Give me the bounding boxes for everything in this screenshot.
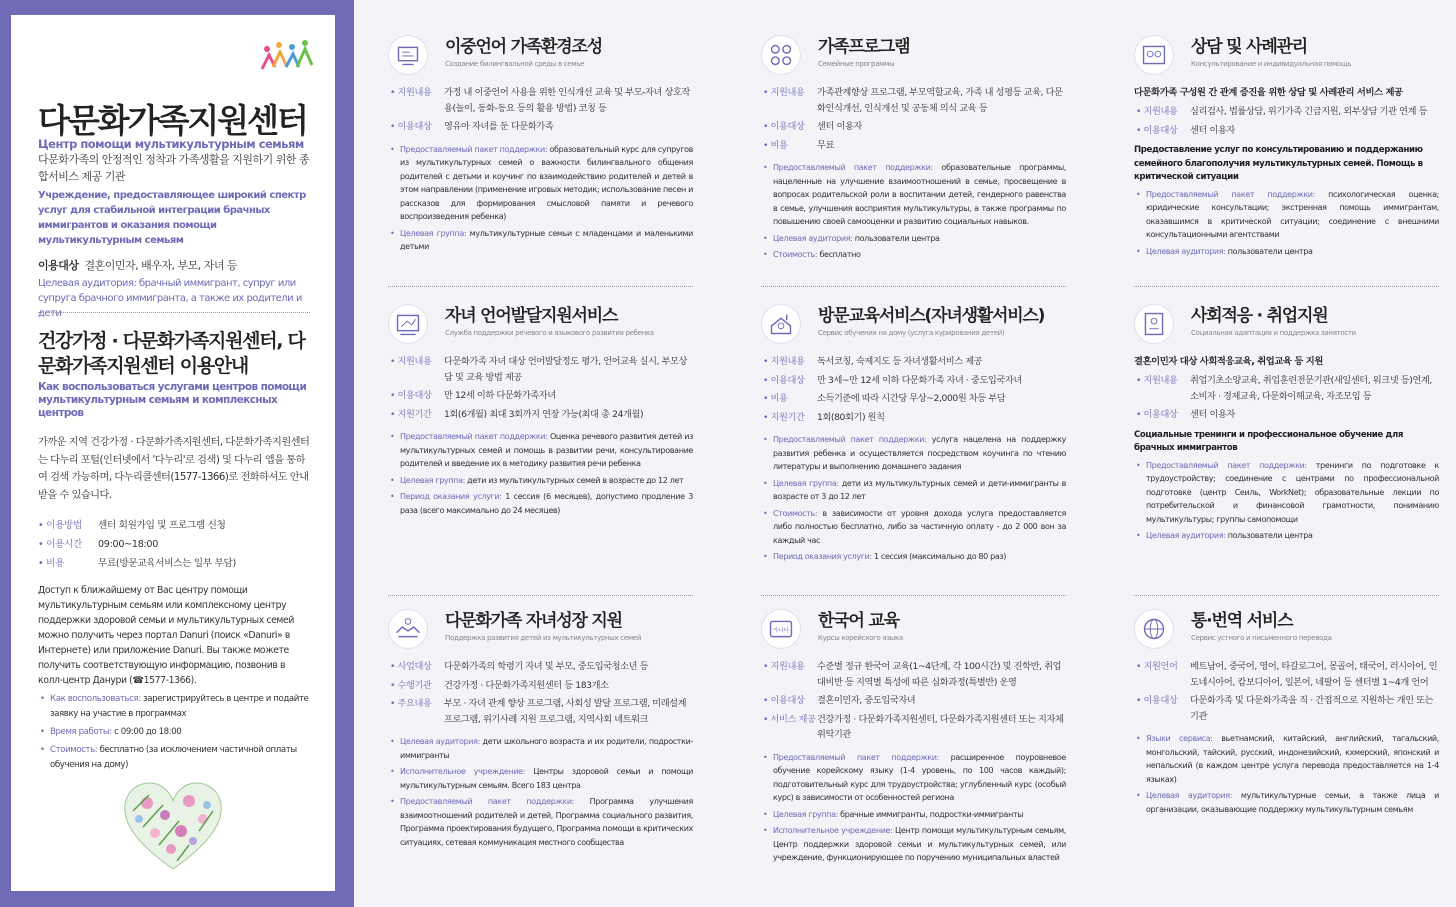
service-card bbox=[761, 304, 1066, 567]
card-row: • 비용 무료 bbox=[761, 138, 1066, 154]
card-row: • 지원내용 심리검사, 법률상담, 위기가족 긴급지원, 외부상담 기관 연계 등 bbox=[1134, 104, 1439, 120]
card-ru-item: • Целевая группа: мультикультурные семьи с младенцами и маленькими детьми bbox=[388, 227, 693, 254]
counseling-icon bbox=[1134, 35, 1174, 75]
growth-support-icon bbox=[388, 609, 428, 649]
card-row: • 지원내용 취업기초소양교육, 취업훈련전문기관(새일센터, 워크넷 등)연계, 소비자 · 경제교육, 다문화이해교육, 자조모임 등 bbox=[1134, 373, 1439, 404]
section-divider bbox=[1134, 286, 1439, 287]
card-row: • 지원내용 수준별 정규 한국어 교육(1~4단계, 각 100시간) 및 진학반, 취업대비반 등 지역별 특성에 따른 심화과정(특별반) 운영 bbox=[761, 659, 1066, 690]
card-ru-item: • Предоставляемый пакет поддержки: тренинги по подготовке к трудоустройству; соединение с центрами по профессиональной подготовке (центр Сеиль, WorkNet); образовательные лекции по потребительской и финансовой грамотности, пониманию мультикультуры; группы самопомощи bbox=[1134, 459, 1439, 527]
section-divider bbox=[761, 595, 1066, 596]
language-dev-icon bbox=[388, 304, 428, 344]
service-card bbox=[761, 35, 1066, 265]
divider bbox=[38, 312, 310, 313]
service-card bbox=[1134, 609, 1439, 819]
card-row: • 이용대상 센터 이용자 bbox=[1134, 407, 1439, 423]
card-subtitle: Курсы корейского языка bbox=[818, 634, 903, 642]
card-lead-ru: Социальные тренинги и профессиональное обучение для брачных иммигрантов bbox=[1134, 429, 1403, 453]
card-lead-ru: Предоставление услуг по консультированию и поддержанию семейного благополучия мультикультурных семей. Помощь в критической ситуации bbox=[1134, 145, 1423, 182]
card-ru-item: • Исполнительное учреждение: Центр помощи мультикультурным семьям, Центр поддержки здоровой семьи и мультикультурных семей, или учреждение, функционирующее по поручению муниципальных властей bbox=[761, 824, 1066, 865]
page-title: 다문화가족지원센터 bbox=[38, 101, 307, 140]
card-ru-item: • Целевая группа: дети из мультикультурных семей в возрасте до 12 лет bbox=[388, 474, 693, 488]
card-row: • 지원언어 베트남어, 중국어, 영어, 타갈로그어, 몽골어, 태국어, 러시아어, 인도네시아어, 캄보디아어, 일본어, 네팔어 등 센터별 1~4개 언어 bbox=[1134, 659, 1439, 690]
card-subtitle: Сервис устного и письменного перевода bbox=[1191, 634, 1332, 642]
family-icon bbox=[761, 35, 801, 75]
card-ru-item: • Целевая аудитория: пользователи центра bbox=[1134, 529, 1439, 543]
card-row: • 수행기관 건강가정 · 다문화가족지원센터 등 183개소 bbox=[388, 678, 693, 694]
card-subtitle: Семейные программы bbox=[818, 60, 895, 68]
korean-class-icon bbox=[761, 609, 801, 649]
usage-ru-item: • Как воспользоваться: зарегистрируйтесь в центре и подайте заявку на участие в программах bbox=[38, 692, 310, 722]
card-ru-item: • Предоставляемый пакет поддержки: образовательный курс для супругов из мультикультурных семей о важности билингвального общения родителей с детьми и коучинг по взаимодействию родителей и детей в этом направлении (применение игровых методик; использование песен и рассказов для формирования смысловой памяти и речевого воспроизведения ребенка) bbox=[388, 143, 693, 224]
target-ru-label: Целевая аудитория bbox=[38, 278, 134, 289]
card-row: • 이용대상 센터 이용자 bbox=[1134, 123, 1439, 139]
service-card bbox=[388, 609, 693, 852]
page-title-ru: Центр помощи мультикультурным семьям bbox=[38, 137, 304, 151]
target-label: 이용대상 bbox=[38, 259, 79, 272]
usage-heading-ru: Как воспользоваться услугами центров помощи мультикультурным семьям и комплексных центров bbox=[38, 381, 307, 419]
card-ru-item: • Предоставляемый пакет поддержки: Оценка речевого развития детей из мультикультурных семей и помощь в развитии речи, консультирование родителей и введение их в методику развития речи ребенка bbox=[388, 430, 693, 471]
card-ru-item: • Предоставляемый пакет поддержки: образовательные программы, нацеленные на улучшение взаимоотношений в семье, просвещение в вопросах родительской роли в воспитании детей, гендерного равенства в семье, улучшения восприятия мультикультуры, а также программы по повышению своей самооценки и развитию социальных навыков. bbox=[761, 161, 1066, 229]
card-row: • 서비스 제공 건강가정 · 다문화가족지원센터, 다문화가족지원센터 또는 지자체 위탁기관 bbox=[761, 712, 1066, 743]
card-subtitle: Сервис обучения на дому (услуга курирования детей) bbox=[818, 329, 1005, 337]
card-subtitle: Поддержка развития детей из мультикультурных семей bbox=[445, 634, 642, 642]
card-title: 통·번역 서비스 bbox=[1191, 611, 1293, 631]
card-row: • 이용대상 센터 이용자 bbox=[761, 119, 1066, 135]
card-lead: 다문화가족 구성원 간 관계 증진을 위한 상담 및 사례관리 서비스 제공 bbox=[1134, 87, 1403, 98]
card-title: 이중언어 가족환경조성 bbox=[445, 37, 602, 57]
card-row: • 지원기간 1회(6개월) 최대 3회까지 연장 가능(최대 총 24개월) bbox=[388, 407, 693, 423]
usage-row: • 이용방법 센터 회원가입 및 프로그램 신청 bbox=[38, 516, 310, 535]
card-row: • 주요내용 부모 · 자녀 관계 향상 프로그램, 사회성 발달 프로그램, 미래설계 프로그램, 위기사례 지원 프로그램, 지역사회 네트워크 bbox=[388, 696, 693, 727]
service-card bbox=[1134, 35, 1439, 261]
card-ru-item: • Предоставляемый пакет поддержки: расширенное поуровневое обучение корейскому языку (1-4 уровень, по 100 часов каждый); подготовительный курс для трудоустройства; углубленный курс (особый курс) в зависимости от особенностей региона bbox=[761, 751, 1066, 805]
section-divider bbox=[388, 286, 693, 287]
card-row: • 지원내용 다문화가족 자녀 대상 언어발달정도 평가, 언어교육 실시, 부모상담 및 교육 방법 제공 bbox=[388, 354, 693, 385]
translation-icon bbox=[1134, 609, 1174, 649]
usage-body-ru: Доступ к ближайшему от Вас центру помощи мультикультурным семьям или комплексному центру поддержки здоровой семьи и мультикультурных семей можно получить через портал Danuri (поиск «Danuri» в Интернете) или приложение Danuri. Вы также можете получить соответствующую информацию, позвонив в колл-центр Данури (☎1577-1366). bbox=[38, 585, 294, 686]
intro-ru: Учреждение, предоставляющее широкий спектр услуг для стабильной интеграции брачных иммигрантов и оказания помощи мультикультурным семьям bbox=[38, 190, 306, 246]
target-ru-value: : брачный иммигрант, супруг или супруга брачного иммигранта, а также их родители и дети bbox=[38, 278, 302, 319]
card-ru-item: • Целевая группа: дети из мультикультурных семей и дети-иммигранты в возрасте от 3 до 12 лет bbox=[761, 477, 1066, 504]
card-title: 상담 및 사례관리 bbox=[1191, 37, 1307, 57]
usage-row: • 비용 무료(방문교육서비스는 일부 부담) bbox=[38, 554, 310, 573]
intro-ko: 다문화가족의 안정적인 정착과 가족생활을 지원하기 위한 종합서비스 제공 기관 bbox=[38, 153, 310, 183]
card-ru-item: • Целевая аудитория: мультикультурные семьи, а также лица и организации, оказывающие поддержку мультикультурным семьям bbox=[1134, 789, 1439, 816]
card-ru-item: • Целевая группа: брачные иммигранты, подростки-иммигранты bbox=[761, 808, 1066, 822]
card-row: • 이용대상 만 3세~만 12세 이하 다문화가족 자녀 · 중도입국자녀 bbox=[761, 373, 1066, 389]
card-row: • 지원내용 가족관계향상 프로그램, 부모역할교육, 가족 내 성평등 교육, 다문화인식개선, 인식개선 및 공동체 의식 교육 등 bbox=[761, 85, 1066, 116]
card-row: • 지원내용 독서코칭, 숙제지도 등 자녀생활서비스 제공 bbox=[761, 354, 1066, 370]
card-row: • 이용대상 다문화가족 및 다문화가족을 직 · 간접적으로 지원하는 개인 또는 기관 bbox=[1134, 693, 1439, 724]
card-ru-item: • Период оказания услуги: 1 сессия (6 месяцев), допустимо продление 3 раза (всего максимально до 24 месяцев) bbox=[388, 490, 693, 517]
card-ru-item: • Предоставляемый пакет поддержки: услуга нацелена на поддержку развития ребенка и осуществляется посредством коучинга по чтению литературы и выполнению домашнего задания bbox=[761, 433, 1066, 474]
section-divider bbox=[388, 595, 693, 596]
section-divider bbox=[761, 286, 1066, 287]
card-subtitle: Создание билингвальной среды в семье bbox=[445, 60, 585, 68]
card-row: • 지원기간 1회(80회기) 원칙 bbox=[761, 410, 1066, 426]
card-row: • 이용대상 결혼이민자, 중도입국자녀 bbox=[761, 693, 1066, 709]
service-card bbox=[761, 609, 1066, 868]
card-title: 가족프로그램 bbox=[818, 37, 910, 57]
bilingual-icon bbox=[388, 35, 428, 75]
card-row: • 사업대상 다문화가족의 학령기 자녀 및 부모, 중도입국청소년 등 bbox=[388, 659, 693, 675]
heart-flower-illustration bbox=[119, 775, 227, 873]
usage-ru-item: • Стоимость: бесплатно (за исключением частичной оплаты обучения на дому) bbox=[38, 743, 310, 773]
usage-body-ko: 가까운 지역 건강가정 · 다문화가족지원센터, 다문화가족지원센터는 다누리 포털(인터넷에서 '다누리'로 검색) 및 다누리 앱을 통하여 검색 가능하며, 다누리콜센터(1577-1366)로 전화하셔도 안내받을 수 있습니다. bbox=[38, 437, 310, 501]
usage-heading: 건강가정 · 다문화가족지원센터, 다문화가족지원센터 이용안내 bbox=[38, 330, 305, 377]
service-card bbox=[1134, 304, 1439, 546]
card-subtitle: Консультирование и индивидуальная помощь bbox=[1191, 60, 1352, 68]
card-ru-item: • Период оказания услуги: 1 сессия (максимально до 80 раз) bbox=[761, 550, 1066, 564]
card-title: 방문교육서비스(자녀생활서비스) bbox=[818, 306, 1045, 326]
employment-icon bbox=[1134, 304, 1174, 344]
card-subtitle: Служба поддержки речевого и языкового развития ребенка bbox=[445, 329, 654, 337]
card-title: 한국어 교육 bbox=[818, 611, 899, 631]
card-ru-item: • Стоимость: в зависимости от уровня дохода услуга предоставляется либо полностью бесплатно, либо за частичную оплату - до 2 000 вон за каждый час bbox=[761, 507, 1066, 548]
card-row: • 지원내용 가정 내 이중언어 사용을 위한 인식개선 교육 및 부모-자녀 상호작용(놀이, 동화-동요 등의 활용 방법) 코칭 등 bbox=[388, 85, 693, 116]
section-divider bbox=[1134, 595, 1439, 596]
home-visit-icon bbox=[761, 304, 801, 344]
card-ru-item: • Исполнительное учреждение: Центры здоровой семьи и помощи мультикультурным семьям. Всего 183 центра bbox=[388, 765, 693, 792]
usage-ru-item: • Время работы: с 09:00 до 18:00 bbox=[38, 725, 310, 740]
card-row: • 이용대상 만 12세 이하 다문화가족자녀 bbox=[388, 388, 693, 404]
card-row: • 이용대상 영유아 자녀를 둔 다문화가족 bbox=[388, 119, 693, 135]
card-ru-item: • Предоставляемый пакет поддержки: психологическая оценка; юридические консультации; экстренная помощь иммигрантам, оказавшимся в критической ситуации; соединение с внешними консультационными агентствами bbox=[1134, 188, 1439, 242]
card-subtitle: Социальная адаптация и поддержка занятости bbox=[1191, 329, 1356, 337]
target-value: 결혼이민자, 배우자, 부모, 자녀 등 bbox=[84, 259, 238, 272]
card-title: 자녀 언어발달지원서비스 bbox=[445, 306, 618, 326]
service-card bbox=[388, 304, 693, 520]
card-title: 사회적응 · 취업지원 bbox=[1191, 306, 1328, 326]
card-ru-item: • Стоимость: бесплатно bbox=[761, 248, 1066, 262]
card-lead: 결혼이민자 대상 사회적응교육, 취업교육 등 지원 bbox=[1134, 356, 1323, 367]
card-row: • 비용 소득기준에 따라 시간당 무상~2,000원 차등 부담 bbox=[761, 391, 1066, 407]
service-card bbox=[388, 35, 693, 257]
card-ru-item: • Целевая аудитория: дети школьного возраста и их родители, подростки-иммигранты bbox=[388, 735, 693, 762]
card-title: 다문화가족 자녀성장 지원 bbox=[445, 611, 622, 631]
usage-row: • 이용시간 09:00~18:00 bbox=[38, 535, 310, 554]
card-ru-item: • Целевая аудитория: пользователи центра bbox=[761, 232, 1066, 246]
svg-text:가나다: 가나다 bbox=[772, 627, 790, 634]
card-ru-item: • Языки сервиса: вьетнамский, китайский, английский, тагальский, монгольский, тайский, русский, индонезийский, кхмерский, японский и непальский (в каждом центре услуга перевода предоставляется на 1-4 языках) bbox=[1134, 732, 1439, 786]
card-ru-item: • Целевая аудитория: пользователи центра bbox=[1134, 245, 1439, 259]
card-ru-item: • Предоставляемый пакет поддержки: Программа улучшения взаимоотношений родителей и детей, Программа социального развития, Программа проектирования будущего, Программа помощи в критических ситуациях, сетевая коммуникация местного сообщества bbox=[388, 795, 693, 849]
